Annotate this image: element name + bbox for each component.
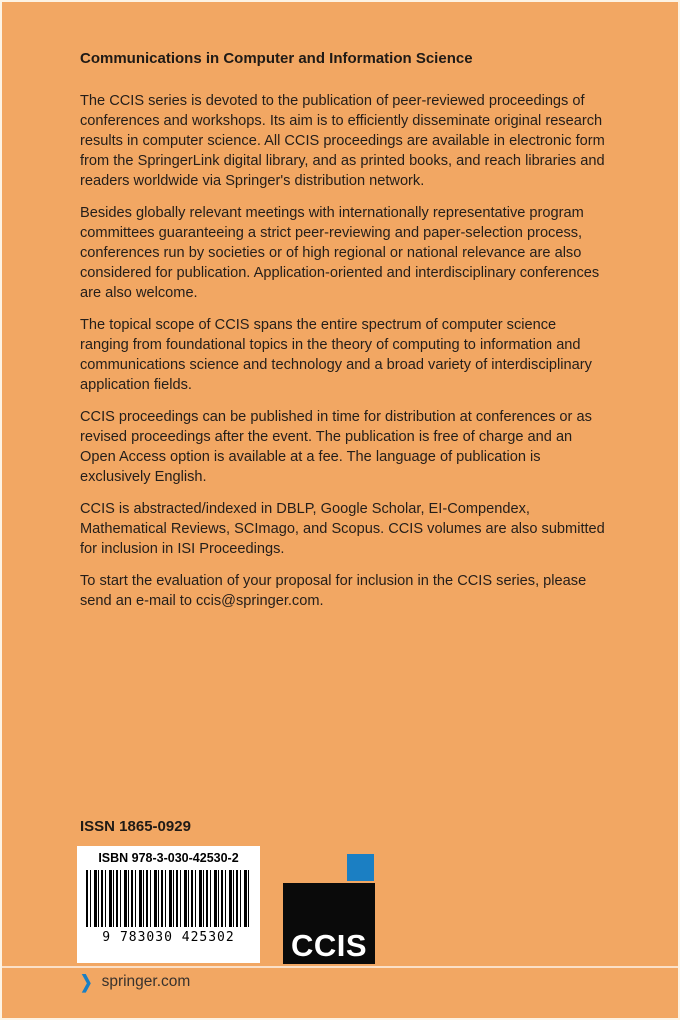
springer-footer	[80, 973, 190, 991]
paragraph-topical-scope: The topical scope of CCIS spans the entire spectrum of computer science ranging from foundational topics in the theory of computing to information and communications science and technology and a broad variety of interdisciplinary application fields.	[80, 317, 592, 393]
ccis-logo-text: CCIS	[290, 928, 368, 963]
paragraph-series-intro: The CCIS series is devoted to the publication of peer-reviewed proceedings of conferences and workshops. Its aim is to efficiently disseminate original research results in computer science. All CCIS proceedings are available in electronic form from the SpringerLink digital library, and as printed books, and reach libraries and readers worldwide via Springer's distribution network.	[80, 93, 605, 189]
springer-url: springer.com	[101, 973, 191, 990]
isbn-label: ISBN 978-3-030-42530-2	[98, 851, 239, 865]
issn-text: ISSN 1865-0929	[80, 818, 191, 835]
paragraph-meetings: Besides globally relevant meetings with internationally representative program committees guaranteeing a strict peer-reviewing and paper-selection process, conferences run by societies or of high regional or national relevance are also considered for publication. Application-oriented and interdisciplinary conferences are also welcome.	[80, 205, 600, 301]
barcode	[86, 870, 251, 927]
paragraph-indexing: CCIS is abstracted/indexed in DBLP, Google Scholar, EI-Compendex, Mathematical Reviews, SCImago, and Scopus. CCIS volumes are also submitted for inclusion in ISI Proceedings.	[80, 501, 605, 557]
footer-divider	[2, 966, 678, 968]
ccis-blue-square-icon	[347, 854, 374, 881]
barcode-digits: 9 783030 425302	[102, 930, 235, 945]
chevron-icon: ❯	[80, 971, 93, 993]
isbn-barcode-box	[77, 846, 260, 963]
paragraph-publication: CCIS proceedings can be published in time for distribution at conferences or as revised proceedings after the event. The publication is free of charge and an Open Access option is available at a fee. The language of publication is exclusively English.	[80, 409, 592, 485]
description-block	[80, 50, 607, 623]
ccis-black-square	[283, 883, 375, 964]
paragraph-proposal-contact: To start the evaluation of your proposal for inclusion in the CCIS series, please send an e-mail to ccis@springer.com.	[80, 573, 587, 609]
series-title: Communications in Computer and Information Science	[80, 50, 473, 67]
ccis-logo	[283, 854, 375, 964]
